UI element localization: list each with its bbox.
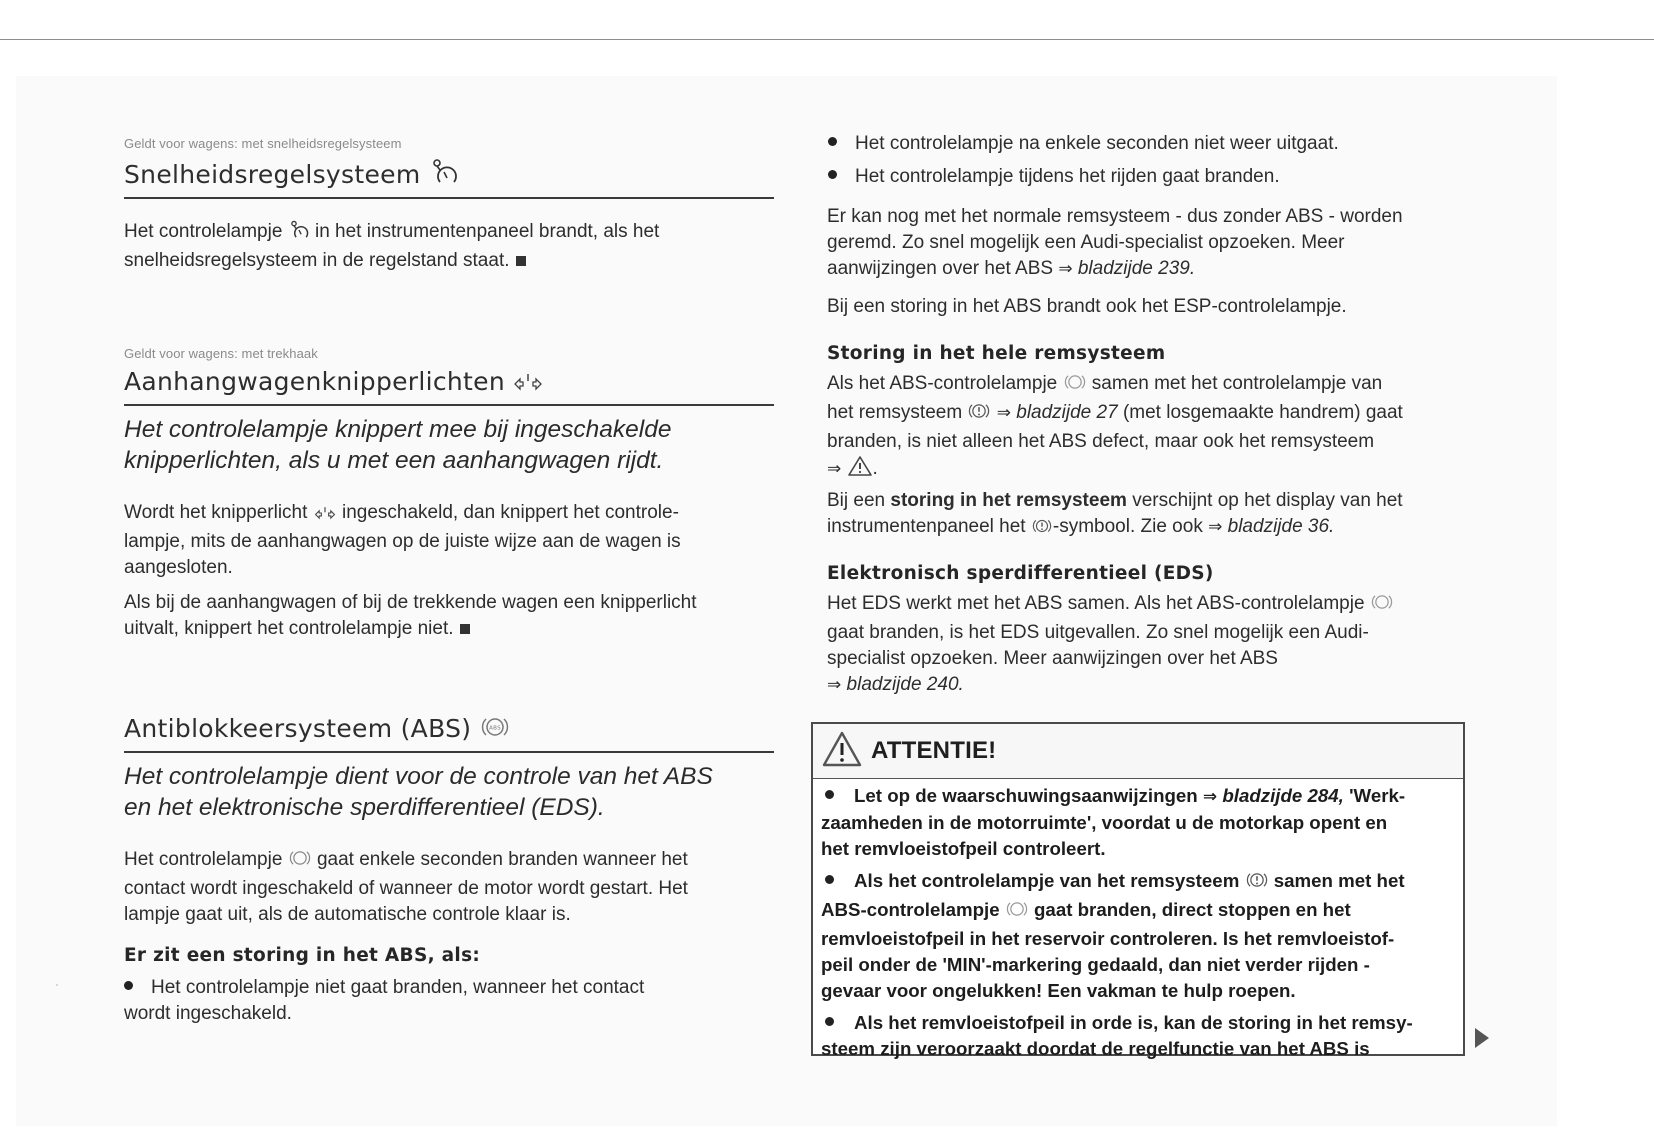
text: Het controlelampje dient voor de controle van het ABS (124, 763, 713, 790)
arrow-right-icon: ⇒ (996, 403, 1011, 423)
text: knipperlichten, als u met een aanhangwagen rijdt. (124, 447, 664, 474)
section-caption: Geldt voor wagens: met snelheidsregelsysteem (124, 136, 402, 151)
warning-item (821, 783, 1455, 862)
text: gaat branden, is het EDS uitgevallen. Zo snel mogelijk een Audi- (827, 622, 1369, 643)
text: in het instrumentenpaneel brandt, als het (314, 221, 660, 242)
text: aanwijzingen over het ABS (827, 258, 1054, 279)
text: remvloeistofpeil in het reservoir controleren. Is het remvloeistof- (821, 928, 1395, 949)
section1-paragraph (124, 219, 784, 274)
cruise-control-icon (429, 158, 459, 193)
page-reference-link[interactable]: bladzijde 36. (1227, 516, 1335, 537)
abs-icon (1063, 372, 1087, 400)
abs-icon (480, 714, 510, 747)
text: het remvloeistofpeil controleert. (821, 838, 1106, 859)
text: Er kan nog met het normale remsysteem - dus zonder ABS - worden (827, 206, 1403, 227)
section-title-cruise-control (124, 158, 774, 199)
text: snelheidsregelsysteem in de regelstand staat. (124, 250, 510, 271)
section3-paragraph1 (124, 847, 784, 928)
text: Als het controlelampje van het remsysteem (854, 870, 1240, 891)
text: Als het ABS-controlelampje (827, 373, 1058, 394)
warning-body (813, 779, 1463, 1062)
section2-paragraph1 (124, 500, 784, 581)
warning-item (821, 868, 1455, 1004)
esp-paragraph: Bij een storing in het ABS brandt ook het ESP-controlelampje. (827, 296, 1347, 317)
text: 'Werk- (1349, 785, 1406, 806)
text: Het controlelampje na enkele seconden niet weer uitgaat. (855, 133, 1339, 154)
text: uitvalt, knippert het controlelampje niet. (124, 618, 454, 639)
list-item (828, 131, 1339, 157)
text: Wordt het knipperlicht (124, 502, 308, 523)
text: wordt ingeschakeld. (124, 1003, 292, 1024)
arrow-right-icon: ⇒ (827, 675, 842, 695)
text: Bij een (827, 490, 886, 511)
abs-icon (1370, 592, 1394, 620)
text: . (872, 458, 878, 479)
text: lampje, mits de aanhangwagen op de juiste wijze aan de wagen is (124, 531, 681, 552)
text: storing in het remsysteem (890, 490, 1127, 511)
warning-item (821, 1010, 1455, 1062)
text: Het controlelampje knippert mee bij ingeschakelde (124, 416, 672, 443)
brake-warning-icon (1031, 517, 1053, 543)
warning-title: ATTENTIE! (871, 737, 997, 764)
arrow-right-icon: ⇒ (827, 459, 842, 479)
text: lampje gaat uit, als de automatische controle klaar is. (124, 904, 571, 925)
text: gaat enkele seconden branden wanneer het (316, 849, 688, 870)
page-reference-link[interactable]: bladzijde 27 (1016, 402, 1118, 423)
text: (met losgemaakte handrem) gaat (1122, 402, 1403, 423)
section2-lead (124, 414, 784, 476)
abs-icon (1005, 899, 1029, 926)
end-of-section-mark (460, 624, 470, 634)
section2-paragraph2 (124, 590, 784, 642)
text: en het elektronische sperdifferentieel (EDS). (124, 794, 605, 821)
list-item (124, 975, 644, 1027)
text: Het controlelampje tijdens het rijden gaat branden. (855, 166, 1280, 187)
eds-paragraph (827, 591, 1487, 698)
section3-lead (124, 761, 784, 823)
text: Als het remvloeistofpeil in orde is, kan de storing in het remsy- (854, 1012, 1413, 1033)
text: gevaar voor ongelukken! Een vakman te hulp roepen. (821, 980, 1296, 1001)
arrow-right-icon: ⇒ (1202, 787, 1218, 807)
text: branden, is niet alleen het ABS defect, maar ook het remsysteem (827, 431, 1375, 452)
text: samen met het controlelampje van (1091, 373, 1383, 394)
text: geremd. Zo snel mogelijk een Audi-specialist opzoeken. Meer (827, 232, 1345, 253)
text: samen met het (1273, 870, 1405, 891)
section-title-trailer-lights (124, 367, 774, 406)
section-title-abs (124, 714, 774, 753)
text: -symbool. Zie ook (1052, 516, 1203, 537)
text: ingeschakeld, dan knippert het controle- (341, 502, 679, 523)
text: Als bij de aanhangwagen of bij de trekkende wagen een knipperlicht (124, 592, 697, 613)
bullet-icon (825, 875, 834, 884)
bullet-icon (825, 790, 834, 799)
section-caption: Geldt voor wagens: met trekhaak (124, 346, 318, 361)
page-reference-link[interactable]: bladzijde 284, (1222, 785, 1344, 806)
warning-triangle-icon (821, 730, 863, 773)
section-title-text: Aanhangwagenknipperlichten (124, 367, 505, 396)
warning-header (813, 724, 1463, 779)
brake-warning-icon (1245, 870, 1269, 897)
text: gaat branden, direct stoppen en het (1034, 899, 1351, 920)
trailer-turn-signal-icon (313, 503, 337, 529)
text: steem zijn veroorzaakt doordat de regelfunctie van het ABS is (821, 1038, 1370, 1059)
text: Het controlelampje (124, 849, 283, 870)
text: peil onder de 'MIN'-markering gedaald, dan niet verder rijden - (821, 954, 1370, 975)
text: verschijnt op het display van het (1132, 490, 1403, 511)
bullet-icon (825, 1017, 834, 1026)
page-reference-link[interactable]: bladzijde 240. (846, 674, 964, 695)
text: het remsysteem (827, 402, 963, 423)
manual-page (16, 76, 1557, 1126)
svg-text:ABS: ABS (488, 725, 501, 732)
bullet-icon (828, 170, 837, 179)
end-of-section-mark (516, 256, 526, 266)
list-item (828, 164, 1280, 190)
brake-warning-icon (967, 401, 991, 429)
section-title-text: Snelheidsregelsysteem (124, 160, 421, 189)
attention-warning-box (811, 722, 1465, 1059)
abs-fallback-paragraph (827, 204, 1487, 282)
bullet-icon (124, 981, 133, 990)
text: ABS-controlelampje (821, 899, 1000, 920)
bullet-icon (828, 137, 837, 146)
subheading-eds: Elektronisch sperdifferentieel (EDS) (827, 563, 1214, 584)
scan-speck (56, 984, 58, 986)
text: Let op de waarschuwingsaanwijzingen (854, 785, 1198, 806)
cruise-control-icon (288, 220, 310, 248)
display-symbol-paragraph (827, 488, 1487, 543)
text: specialist opzoeken. Meer aanwijzingen over het ABS (827, 648, 1278, 669)
subheading-abs-fault: Er zit een storing in het ABS, als: (124, 945, 481, 966)
text: contact wordt ingeschakeld of wanneer de motor wordt gestart. Het (124, 878, 688, 899)
text: Het EDS werkt met het ABS samen. Als het ABS-controlelampje (827, 593, 1365, 614)
arrow-right-icon: ⇒ (1058, 259, 1073, 279)
warning-triangle-icon (847, 455, 873, 485)
text: aangesloten. (124, 557, 233, 578)
text: zaamheden in de motorruimte', voordat u de motorkap opent en (821, 812, 1388, 833)
brake-fault-paragraph (827, 371, 1487, 485)
page-reference-link[interactable]: bladzijde 239. (1077, 258, 1196, 279)
arrow-right-icon: ⇒ (1208, 517, 1223, 537)
abs-icon (288, 848, 312, 876)
text: Het controlelampje niet gaat branden, wanneer het contact (151, 977, 645, 998)
section-title-text: Antiblokkeersysteem (ABS) (124, 714, 472, 743)
next-page-arrow-icon[interactable] (1475, 1028, 1489, 1048)
subheading-brake-system-fault: Storing in het hele remsysteem (827, 343, 1166, 364)
text: instrumentenpaneel het (827, 516, 1026, 537)
top-divider (0, 39, 1654, 40)
text: Het controlelampje (124, 221, 283, 242)
trailer-turn-signal-icon (513, 370, 543, 400)
